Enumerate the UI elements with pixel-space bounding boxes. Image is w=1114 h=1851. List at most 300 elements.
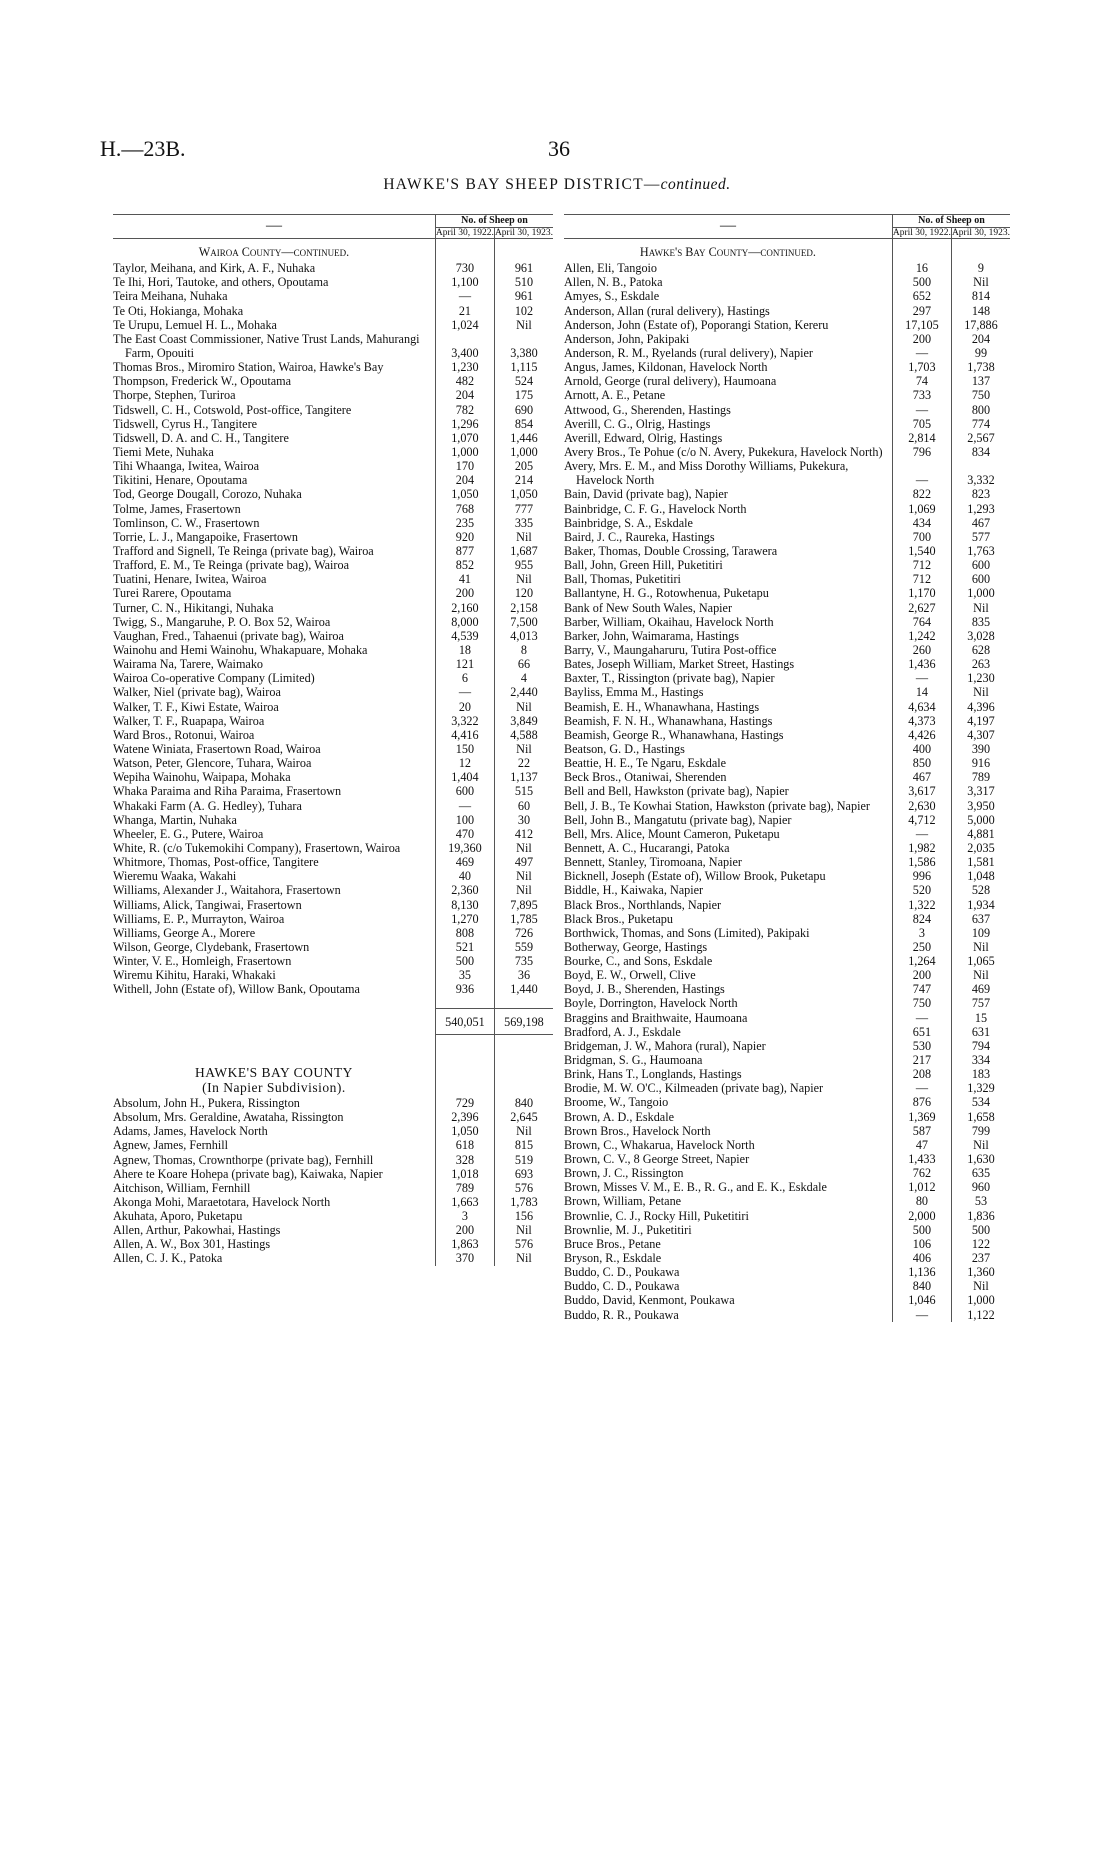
document-code: H.—23B.: [100, 136, 186, 161]
holder-name: Borthwick, Thomas, and Sons (Limited), Pakipaki: [564, 925, 810, 940]
sheep-1923: 519: [494, 1153, 553, 1167]
table-row: [113, 1251, 553, 1265]
sheep-1922: 17,105: [892, 318, 951, 332]
sheep-1922: 4,634: [892, 700, 951, 714]
sheep-1922: 35: [435, 968, 494, 982]
sheep-1922: 406: [892, 1251, 951, 1265]
sheep-1922: 1,000: [435, 445, 494, 459]
sheep-1922: 4,712: [892, 813, 951, 827]
table-row: [113, 558, 553, 572]
sheep-1923: 467: [951, 516, 1010, 530]
sheep-1923: 757: [951, 996, 1010, 1010]
table-row: [113, 502, 553, 516]
sheep-1922: 200: [435, 586, 494, 600]
sheep-1923: 214: [494, 473, 553, 487]
table-row: [113, 883, 553, 897]
table-row: [564, 940, 1010, 954]
left-table: [113, 214, 553, 1266]
table-row: [113, 742, 553, 756]
sheep-1923: 175: [494, 388, 553, 402]
sheep-1922: 200: [435, 1223, 494, 1237]
sheep-1922: 1,136: [892, 1265, 951, 1279]
table-row: [113, 1138, 553, 1152]
holder-name: Avery, Mrs. E. M., and Miss Dorothy Williams, Pukekura, Havelock North: [564, 459, 849, 488]
sheep-1922: 1,540: [892, 544, 951, 558]
sheep-1923: 469: [951, 982, 1010, 996]
spacer-cell: [113, 996, 435, 1009]
sheep-1922: 204: [435, 388, 494, 402]
holder-name: Brown Bros., Havelock North: [564, 1123, 711, 1138]
sheep-1923: 122: [951, 1237, 1010, 1251]
year-1923-header: April 30, 1923.: [951, 227, 1010, 238]
table-row: [564, 954, 1010, 968]
sheep-1922: 21: [435, 304, 494, 318]
sheep-1922: 600: [435, 784, 494, 798]
holder-name: Bell, John B., Mangatutu (private bag), Napier: [564, 812, 792, 827]
spacer-row: [113, 1034, 553, 1065]
table-row: [564, 1251, 1010, 1265]
sheep-1922: 651: [892, 1025, 951, 1039]
sheep-1922: 1,050: [435, 1124, 494, 1138]
holder-name: Arnott, A. E., Petane: [564, 388, 666, 403]
holder-name: Bridgeman, J. W., Mahora (rural), Napier: [564, 1038, 766, 1053]
table-row: [113, 1237, 553, 1251]
sheep-1922: 467: [892, 770, 951, 784]
sheep-1923: 120: [494, 586, 553, 600]
table-row: [564, 544, 1010, 558]
table-row: [113, 855, 553, 869]
table-row: [564, 558, 1010, 572]
sheep-1922: 1,230: [435, 360, 494, 374]
sheep-1923: 577: [951, 530, 1010, 544]
sheep-1922: 3: [435, 1209, 494, 1223]
sheep-1923: 854: [494, 417, 553, 431]
table-row: [564, 855, 1010, 869]
table-row: [113, 714, 553, 728]
table-row: [113, 459, 553, 473]
holder-name: Whitmore, Thomas, Post-office, Tangitere: [113, 855, 319, 870]
sheep-1922: —: [435, 289, 494, 303]
sheep-1922: 1,264: [892, 954, 951, 968]
holder-name: Brown, J. C., Rissington: [564, 1166, 684, 1181]
holder-name: Thomas Bros., Miromiro Station, Wairoa, Hawke's Bay: [113, 360, 384, 375]
sheep-1923: 800: [951, 403, 1010, 417]
table-row: [113, 445, 553, 459]
sheep-1922: 12: [435, 756, 494, 770]
sheep-1923: 576: [494, 1181, 553, 1195]
holder-name: Boyle, Dorrington, Havelock North: [564, 996, 738, 1011]
sheep-1922: 47: [892, 1138, 951, 1152]
holder-name: Brown, William, Petane: [564, 1194, 682, 1209]
table-row: [564, 615, 1010, 629]
holder-name: Akuhata, Aporo, Puketapu: [113, 1209, 243, 1224]
sheep-1923: 1,440: [494, 982, 553, 996]
holder-name: Whanga, Martin, Nuhaka: [113, 812, 237, 827]
sheep-1923: 99: [951, 346, 1010, 360]
sheep-1923: 1,048: [951, 869, 1010, 883]
sheep-1923: 2,645: [494, 1110, 553, 1124]
sheep-1922: 762: [892, 1166, 951, 1180]
sheep-1923: 528: [951, 883, 1010, 897]
sheep-1923: Nil: [951, 940, 1010, 954]
sheep-1923: 36: [494, 968, 553, 982]
sheep-1922: 1,100: [435, 275, 494, 289]
sheep-1922: 18: [435, 643, 494, 657]
sheep-1923: 1,658: [951, 1110, 1010, 1124]
table-row: [113, 1181, 553, 1195]
holder-name: Williams, E. P., Murrayton, Wairoa: [113, 911, 285, 926]
sheep-1923: 1,050: [494, 487, 553, 501]
holder-name: Tihi Whaanga, Iwitea, Wairoa: [113, 459, 260, 474]
sheep-1922: 1,322: [892, 898, 951, 912]
table-row: [564, 770, 1010, 784]
table-row: [564, 685, 1010, 699]
sheep-1922: 652: [892, 289, 951, 303]
sheep-1923: 204: [951, 332, 1010, 346]
table-row: [564, 756, 1010, 770]
sheep-1923: 500: [951, 1223, 1010, 1237]
holder-name: Beamish, George R., Whanawhana, Hastings: [564, 727, 784, 742]
sheep-1923: 390: [951, 742, 1010, 756]
table-row: [113, 954, 553, 968]
name-column-header: —: [113, 215, 435, 239]
sheep-1923: 109: [951, 926, 1010, 940]
sheep-1923: 1,783: [494, 1195, 553, 1209]
sheep-1922: —: [892, 346, 951, 360]
holder-name: White, R. (c/o Tukemokihi Company), Frasertown, Wairoa: [113, 840, 401, 855]
sheep-1922: 730: [435, 261, 494, 275]
spacer-cell: [435, 1034, 494, 1065]
holder-name: Buddo, R. R., Poukawa: [564, 1307, 679, 1322]
holder-name: Tiemi Mete, Nuhaka: [113, 445, 214, 459]
sheep-1923: 835: [951, 615, 1010, 629]
sheep-1923: 4,307: [951, 728, 1010, 742]
sheep-1922: 729: [435, 1096, 494, 1110]
table-row: [564, 883, 1010, 897]
empty-cell: [892, 245, 951, 261]
table-row: [564, 1152, 1010, 1166]
sheep-count-header: No. of Sheep on: [892, 215, 1010, 228]
holder-name: Anderson, Allan (rural delivery), Hastings: [564, 303, 770, 318]
title-continued: continued.: [660, 176, 731, 193]
holder-name: Brownlie, M. J., Puketitiri: [564, 1222, 692, 1237]
table-row: [564, 445, 1010, 459]
sheep-1922: —: [892, 1011, 951, 1025]
name-column-header: —: [564, 215, 892, 239]
holder-name: Ballantyne, H. G., Rotowhenua, Puketapu: [564, 586, 769, 601]
sheep-1922: —: [892, 1081, 951, 1095]
sheep-1923: 1,446: [494, 431, 553, 445]
empty-cell: [494, 1080, 553, 1096]
sheep-1922: 1,703: [892, 360, 951, 374]
holder-name: Anderson, John, Pakipaki: [564, 331, 690, 346]
holder-name: The East Coast Commissioner, Native Trust Lands, Mahurangi Farm, Opouiti: [113, 331, 420, 361]
empty-cell: [435, 1065, 494, 1081]
sheep-1922: 618: [435, 1138, 494, 1152]
table-row: [113, 1209, 553, 1223]
holder-name: Brownlie, C. J., Rocky Hill, Puketitiri: [564, 1208, 749, 1223]
table-row: [113, 487, 553, 501]
sheep-1922: 482: [435, 374, 494, 388]
sheep-1922: 1,296: [435, 417, 494, 431]
table-row: [113, 700, 553, 714]
sheep-1923: Nil: [494, 841, 553, 855]
sheep-1922: 700: [892, 530, 951, 544]
table-row: [564, 1209, 1010, 1223]
sheep-1923: Nil: [494, 869, 553, 883]
sheep-1922: 20: [435, 700, 494, 714]
holder-name: Averill, C. G., Olrig, Hastings: [564, 416, 711, 431]
holder-name: Bryson, R., Eskdale: [564, 1251, 662, 1266]
table-row: [564, 813, 1010, 827]
holder-name: Black Bros., Puketapu: [564, 911, 673, 926]
sheep-1922: 750: [892, 996, 951, 1010]
table-row: [564, 1011, 1010, 1025]
table-row: [564, 516, 1010, 530]
sheep-1922: 1,436: [892, 657, 951, 671]
holder-name: Turner, C. N., Hikitangi, Nuhaka: [113, 600, 274, 615]
table-row: [564, 360, 1010, 374]
table-row: [564, 417, 1010, 431]
sheep-1922: 19,360: [435, 841, 494, 855]
sheep-1923: 4,197: [951, 714, 1010, 728]
table-row: [564, 728, 1010, 742]
holder-name: Tomlinson, C. W., Frasertown: [113, 515, 260, 530]
sheep-1922: 250: [892, 940, 951, 954]
holder-name: Tuatini, Henare, Iwitea, Wairoa: [113, 572, 267, 587]
section-heading-row: [564, 245, 1010, 261]
sheep-1922: 217: [892, 1053, 951, 1067]
table-row: [113, 1167, 553, 1181]
holder-name: Beamish, E. H., Whanawhana, Hastings: [564, 699, 760, 714]
sheep-1923: 815: [494, 1138, 553, 1152]
holder-name: Withell, John (Estate of), Willow Bank, Opoutama: [113, 982, 360, 997]
holder-name: Ball, John, Green Hill, Puketitiri: [564, 558, 723, 573]
sheep-1923: 1,763: [951, 544, 1010, 558]
sheep-1923: 9: [951, 261, 1010, 275]
holder-name: Tidswell, C. H., Cotswold, Post-office, Tangitere: [113, 402, 352, 417]
table-row: [113, 1110, 553, 1124]
sheep-1923: 1,581: [951, 855, 1010, 869]
right-table: [564, 214, 1010, 1322]
section2-title-row: [113, 1065, 553, 1081]
table-row: [113, 417, 553, 431]
sheep-1922: 3,617: [892, 784, 951, 798]
sheep-1922: 40: [435, 869, 494, 883]
sheep-1922: 1,663: [435, 1195, 494, 1209]
sheep-1922: 1,069: [892, 502, 951, 516]
sheep-1923: 1,360: [951, 1265, 1010, 1279]
holder-name: Bridgman, S. G., Haumoana: [564, 1053, 703, 1068]
sheep-1923: 510: [494, 275, 553, 289]
sheep-1922: 8,000: [435, 615, 494, 629]
empty-cell: [494, 1065, 553, 1081]
page-number: 36: [548, 136, 570, 161]
sheep-1923: 955: [494, 558, 553, 572]
holder-name: Avery Bros., Te Pohue (c/o N. Avery, Pukekura, Havelock North): [564, 445, 883, 459]
table-row: [564, 671, 1010, 685]
table-row: [564, 374, 1010, 388]
table-row: [113, 898, 553, 912]
sheep-1923: Nil: [494, 1223, 553, 1237]
holder-name: Tidswell, D. A. and C. H., Tangitere: [113, 430, 289, 445]
sheep-1923: 916: [951, 756, 1010, 770]
sheep-1922: 1,863: [435, 1237, 494, 1251]
holder-name: Akonga Mohi, Maraetotara, Havelock North: [113, 1194, 331, 1209]
table-row: [113, 657, 553, 671]
sheep-1923: 4,881: [951, 827, 1010, 841]
sheep-1922: 80: [892, 1194, 951, 1208]
sheep-1923: 3,849: [494, 714, 553, 728]
sheep-1922: 500: [892, 1223, 951, 1237]
sheep-1923: 66: [494, 657, 553, 671]
holder-name: Brown, C. V., 8 George Street, Napier: [564, 1152, 750, 1167]
table-row: [564, 1053, 1010, 1067]
table-row: [564, 388, 1010, 402]
holder-name: Te Urupu, Lemuel H. L., Mohaka: [113, 317, 277, 332]
sheep-1923: 515: [494, 784, 553, 798]
table-row: [564, 601, 1010, 615]
table-row: [564, 1124, 1010, 1138]
table-row: [564, 1110, 1010, 1124]
sheep-1922: 235: [435, 516, 494, 530]
sheep-1923: 789: [951, 770, 1010, 784]
table-row: [113, 289, 553, 303]
holder-name: Wiremu Kihitu, Haraki, Whakaki: [113, 968, 276, 983]
holder-name: Teira Meihana, Nuhaka: [113, 289, 228, 304]
table-row: [113, 473, 553, 487]
table-row: [113, 756, 553, 770]
holder-name: Bell, J. B., Te Kowhai Station, Hawkston (private bag), Napier: [564, 798, 870, 813]
holder-name: Absolum, John H., Pukera, Rissington: [113, 1095, 300, 1110]
table-row: [564, 1095, 1010, 1109]
holder-name: Baird, J. C., Raureka, Hastings: [564, 529, 715, 544]
holder-name: Amyes, S., Eskdale: [564, 289, 660, 304]
holder-name: Biddle, H., Kaiwaka, Napier: [564, 883, 704, 898]
sheep-1922: 1,018: [435, 1167, 494, 1181]
table-row: [113, 982, 553, 996]
holder-name: Allen, Eli, Tangoio: [564, 261, 658, 276]
sheep-1922: 712: [892, 558, 951, 572]
holder-name: Walker, T. F., Kiwi Estate, Wairoa: [113, 699, 279, 714]
table-row: [113, 304, 553, 318]
sheep-1923: 524: [494, 374, 553, 388]
sheep-1922: 3: [892, 926, 951, 940]
total-1922: 540,051: [435, 1009, 494, 1034]
table-row: [113, 586, 553, 600]
sheep-1923: 3,317: [951, 784, 1010, 798]
holder-name: Williams, Alick, Tangiwai, Frasertown: [113, 897, 302, 912]
sheep-1923: 1,122: [951, 1308, 1010, 1322]
holder-name: Twigg, S., Mangaruhe, P. O. Box 52, Wairoa: [113, 614, 331, 629]
sheep-1923: 335: [494, 516, 553, 530]
table-row: [564, 275, 1010, 289]
sheep-1923: Nil: [951, 1279, 1010, 1293]
spacer-cell: [113, 1034, 435, 1065]
sheep-1922: 200: [892, 332, 951, 346]
holder-name: Vaughan, Fred., Tahaenui (private bag), Wairoa: [113, 628, 344, 643]
sheep-1923: 2,158: [494, 601, 553, 615]
holder-name: Buddo, C. D., Poukawa: [564, 1265, 680, 1280]
sheep-1923: 726: [494, 926, 553, 940]
sheep-1923: Nil: [494, 572, 553, 586]
holder-name: Walker, Niel (private bag), Wairoa: [113, 685, 281, 700]
holder-name: Te Oti, Hokianga, Mohaka: [113, 303, 244, 318]
sheep-1922: 747: [892, 982, 951, 996]
table-row: [564, 841, 1010, 855]
table-row: [564, 1308, 1010, 1322]
sheep-1923: 7,500: [494, 615, 553, 629]
sheep-1923: 1,230: [951, 671, 1010, 685]
sheep-1923: 961: [494, 289, 553, 303]
table-row: [564, 572, 1010, 586]
sheep-1922: 733: [892, 388, 951, 402]
spacer-cell: [494, 996, 553, 1009]
sheep-1922: 920: [435, 530, 494, 544]
holder-name: Trafford, E. M., Te Reinga (private bag), Wairoa: [113, 558, 349, 573]
table-row: [564, 643, 1010, 657]
holder-name: Thorpe, Stephen, Turiroa: [113, 388, 236, 403]
sheep-1922: 4,539: [435, 629, 494, 643]
table-row: [564, 968, 1010, 982]
sheep-1923: 4: [494, 671, 553, 685]
empty-cell: [951, 245, 1010, 261]
table-row: [113, 827, 553, 841]
sheep-1922: 2,396: [435, 1110, 494, 1124]
spacer-cell: [435, 996, 494, 1009]
table-row: [564, 926, 1010, 940]
sheep-1923: Nil: [494, 1124, 553, 1138]
sheep-1923: 794: [951, 1039, 1010, 1053]
sheep-count-header: No. of Sheep on: [435, 215, 553, 228]
holder-name: Wilson, George, Clydebank, Frasertown: [113, 939, 310, 954]
holder-name: Attwood, G., Sherenden, Hastings: [564, 402, 731, 417]
sheep-1923: Nil: [951, 685, 1010, 699]
sheep-1923: 1,000: [951, 1293, 1010, 1307]
sheep-1922: 1,586: [892, 855, 951, 869]
table-row: [564, 1138, 1010, 1152]
sheep-1922: 789: [435, 1181, 494, 1195]
holder-name: Brown, C., Whakarua, Havelock North: [564, 1137, 755, 1152]
empty-cell: [435, 245, 494, 261]
sheep-1923: 600: [951, 558, 1010, 572]
sheep-1922: 14: [892, 685, 951, 699]
sheep-1923: 1,000: [951, 586, 1010, 600]
table-row: [113, 940, 553, 954]
table-row: [564, 289, 1010, 303]
sheep-1922: 106: [892, 1237, 951, 1251]
sheep-1923: 137: [951, 374, 1010, 388]
sheep-1923: 148: [951, 304, 1010, 318]
sheep-1922: 587: [892, 1124, 951, 1138]
sheep-1923: 814: [951, 289, 1010, 303]
sheep-1922: 370: [435, 1251, 494, 1265]
table-row: [113, 275, 553, 289]
table-row: [113, 360, 553, 374]
sheep-1923: 8: [494, 643, 553, 657]
table-row: [113, 1153, 553, 1167]
table-row: [113, 1195, 553, 1209]
holder-name: Watson, Peter, Glencore, Tuhara, Wairoa: [113, 756, 312, 771]
sheep-1922: 520: [892, 883, 951, 897]
sheep-1923: Nil: [951, 275, 1010, 289]
sheep-1923: 497: [494, 855, 553, 869]
sheep-1922: 764: [892, 615, 951, 629]
holder-name: Brink, Hans T., Longlands, Hastings: [564, 1067, 742, 1082]
holder-name: Brown, A. D., Eskdale: [564, 1109, 675, 1124]
holder-name: Black Bros., Northlands, Napier: [564, 897, 722, 912]
empty-cell: [435, 1080, 494, 1096]
